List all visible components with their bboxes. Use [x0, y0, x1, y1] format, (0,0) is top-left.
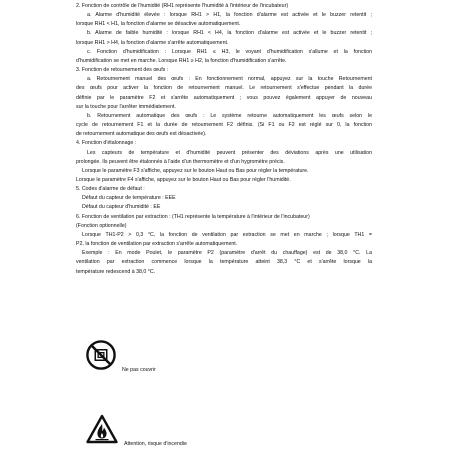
paragraph-line: prolongée. Ils peuvent être étalonnés à l'aide d'un thermomètre et d'un hygromètre précis. — [76, 158, 285, 165]
paragraph-line: a. Alarme d'humidité élevée : lorsque RH1 > H1, la fonction d'alarme est activée et le buzzer retentit ; — [87, 12, 372, 19]
section-3-heading: 3. Fonction de retournement des œufs : — [76, 67, 169, 74]
paragraph-line: a. Retournement manuel des œufs : En fonctionnement normal, appuyez sur la touche Retournement — [87, 76, 372, 83]
paragraph-line: cycle de retournement F1 et la durée de retournement F2 définis. (Si F1 ou F2 est réglé sur 0, la fonction — [76, 122, 372, 129]
fire-warning-caption: Attention, risque d'incendie — [124, 441, 187, 447]
paragraph-line: de retournement automatique des œufs est désactivée). — [76, 131, 207, 138]
paragraph-line: des œufs pour activer la fonction de retournement manuel. Le retournement s'effectue pendant la durée — [76, 85, 372, 92]
paragraph-line: lorsque RH1 > H4, la fonction d'alarme s'arrête automatiquement. — [76, 39, 229, 46]
fire-notice — [86, 414, 187, 449]
section-4-heading: 4. Fonction d'étalonnage : — [76, 140, 137, 147]
no-cover-notice — [86, 340, 156, 375]
paragraph-line: Défaut du capteur d'humidité : EE — [82, 204, 161, 211]
paragraph-line: Les capteurs de température et d'humidité peuvent présenter des déviations après une utilisation — [87, 149, 372, 156]
section-5-heading: 5. Codes d'alarme de défaut : — [76, 186, 145, 193]
paragraph-line: Lorsque le paramètre F3 s'affiche, appuyez sur le bouton Haut ou Bas pour régler la température. — [82, 167, 309, 174]
paragraph-line: sur la touche pour l'arrêter immédiatement. — [76, 103, 176, 110]
paragraph-line: température redescend à 38,0 °C. — [76, 268, 156, 275]
paragraph-line: Lorsque TH1-P2 > 0,3 °C, la fonction de ventilation par extraction se met en marche ; lorsque TH1 = — [82, 231, 372, 238]
paragraph-line: ventilation par extraction commence lorsque la température atteint 38,3 °C et s'arrête lorsque la — [76, 259, 372, 266]
paragraph-line: (Fonction optionnelle) — [76, 222, 127, 229]
paragraph-line: Exemple : En mode Poulet, le paramètre P2 (paramètre d'arrêt du chauffage) est de 38,0 °C. La — [82, 250, 372, 257]
manual-page — [76, 2, 372, 277]
paragraph-line: b. Retournement automatique des œufs : Le système retourne automatiquement les œufs selon le — [87, 112, 372, 119]
section-6-heading: 6. Fonction de ventilation par extraction : (TH1 représente la température à l'intérieur de l'incubateur) — [76, 213, 310, 220]
no-cover-icon — [86, 340, 116, 375]
paragraph-line: lorsque RH1 < H1, la fonction d'alarme se désactive automatiquement. — [76, 21, 241, 28]
fire-warning-icon — [86, 414, 118, 449]
no-cover-caption: Ne pas couvrir — [122, 367, 156, 373]
section-2-heading: 2. Fonction de contrôle de l'humidité (RH1 représente l'humidité à l'intérieur de l'incubateur) — [76, 3, 289, 9]
paragraph-line: b. Alarme de faible humidité : lorsque RH1 < H4, la fonction d'alarme est activée et le buzzer retentit ; — [87, 30, 372, 37]
paragraph-line: P2, la fonction de ventilation par extraction s'arrête automatiquement. — [76, 241, 238, 248]
paragraph-line: définie par le paramètre F2 et s'arrête automatiquement ; vous pouvez également appuyer de nouveau — [76, 94, 372, 101]
paragraph-line: c. Fonction d'humidification : Lorsque RH1 ≤ H3, le voyant d'humidification s'allume et la fonction — [87, 48, 372, 55]
paragraph-line: d'humidification se met en marche. Lorsque RH1 ≥ H2, la fonction d'humidification s'arrête. — [76, 57, 287, 64]
paragraph-line: Défaut du capteur de température : EEE — [82, 195, 176, 202]
paragraph-line: Lorsque le paramètre F4 s'affiche, appuyez sur le bouton Haut ou Bas pour régler l'humidité. — [76, 176, 291, 183]
